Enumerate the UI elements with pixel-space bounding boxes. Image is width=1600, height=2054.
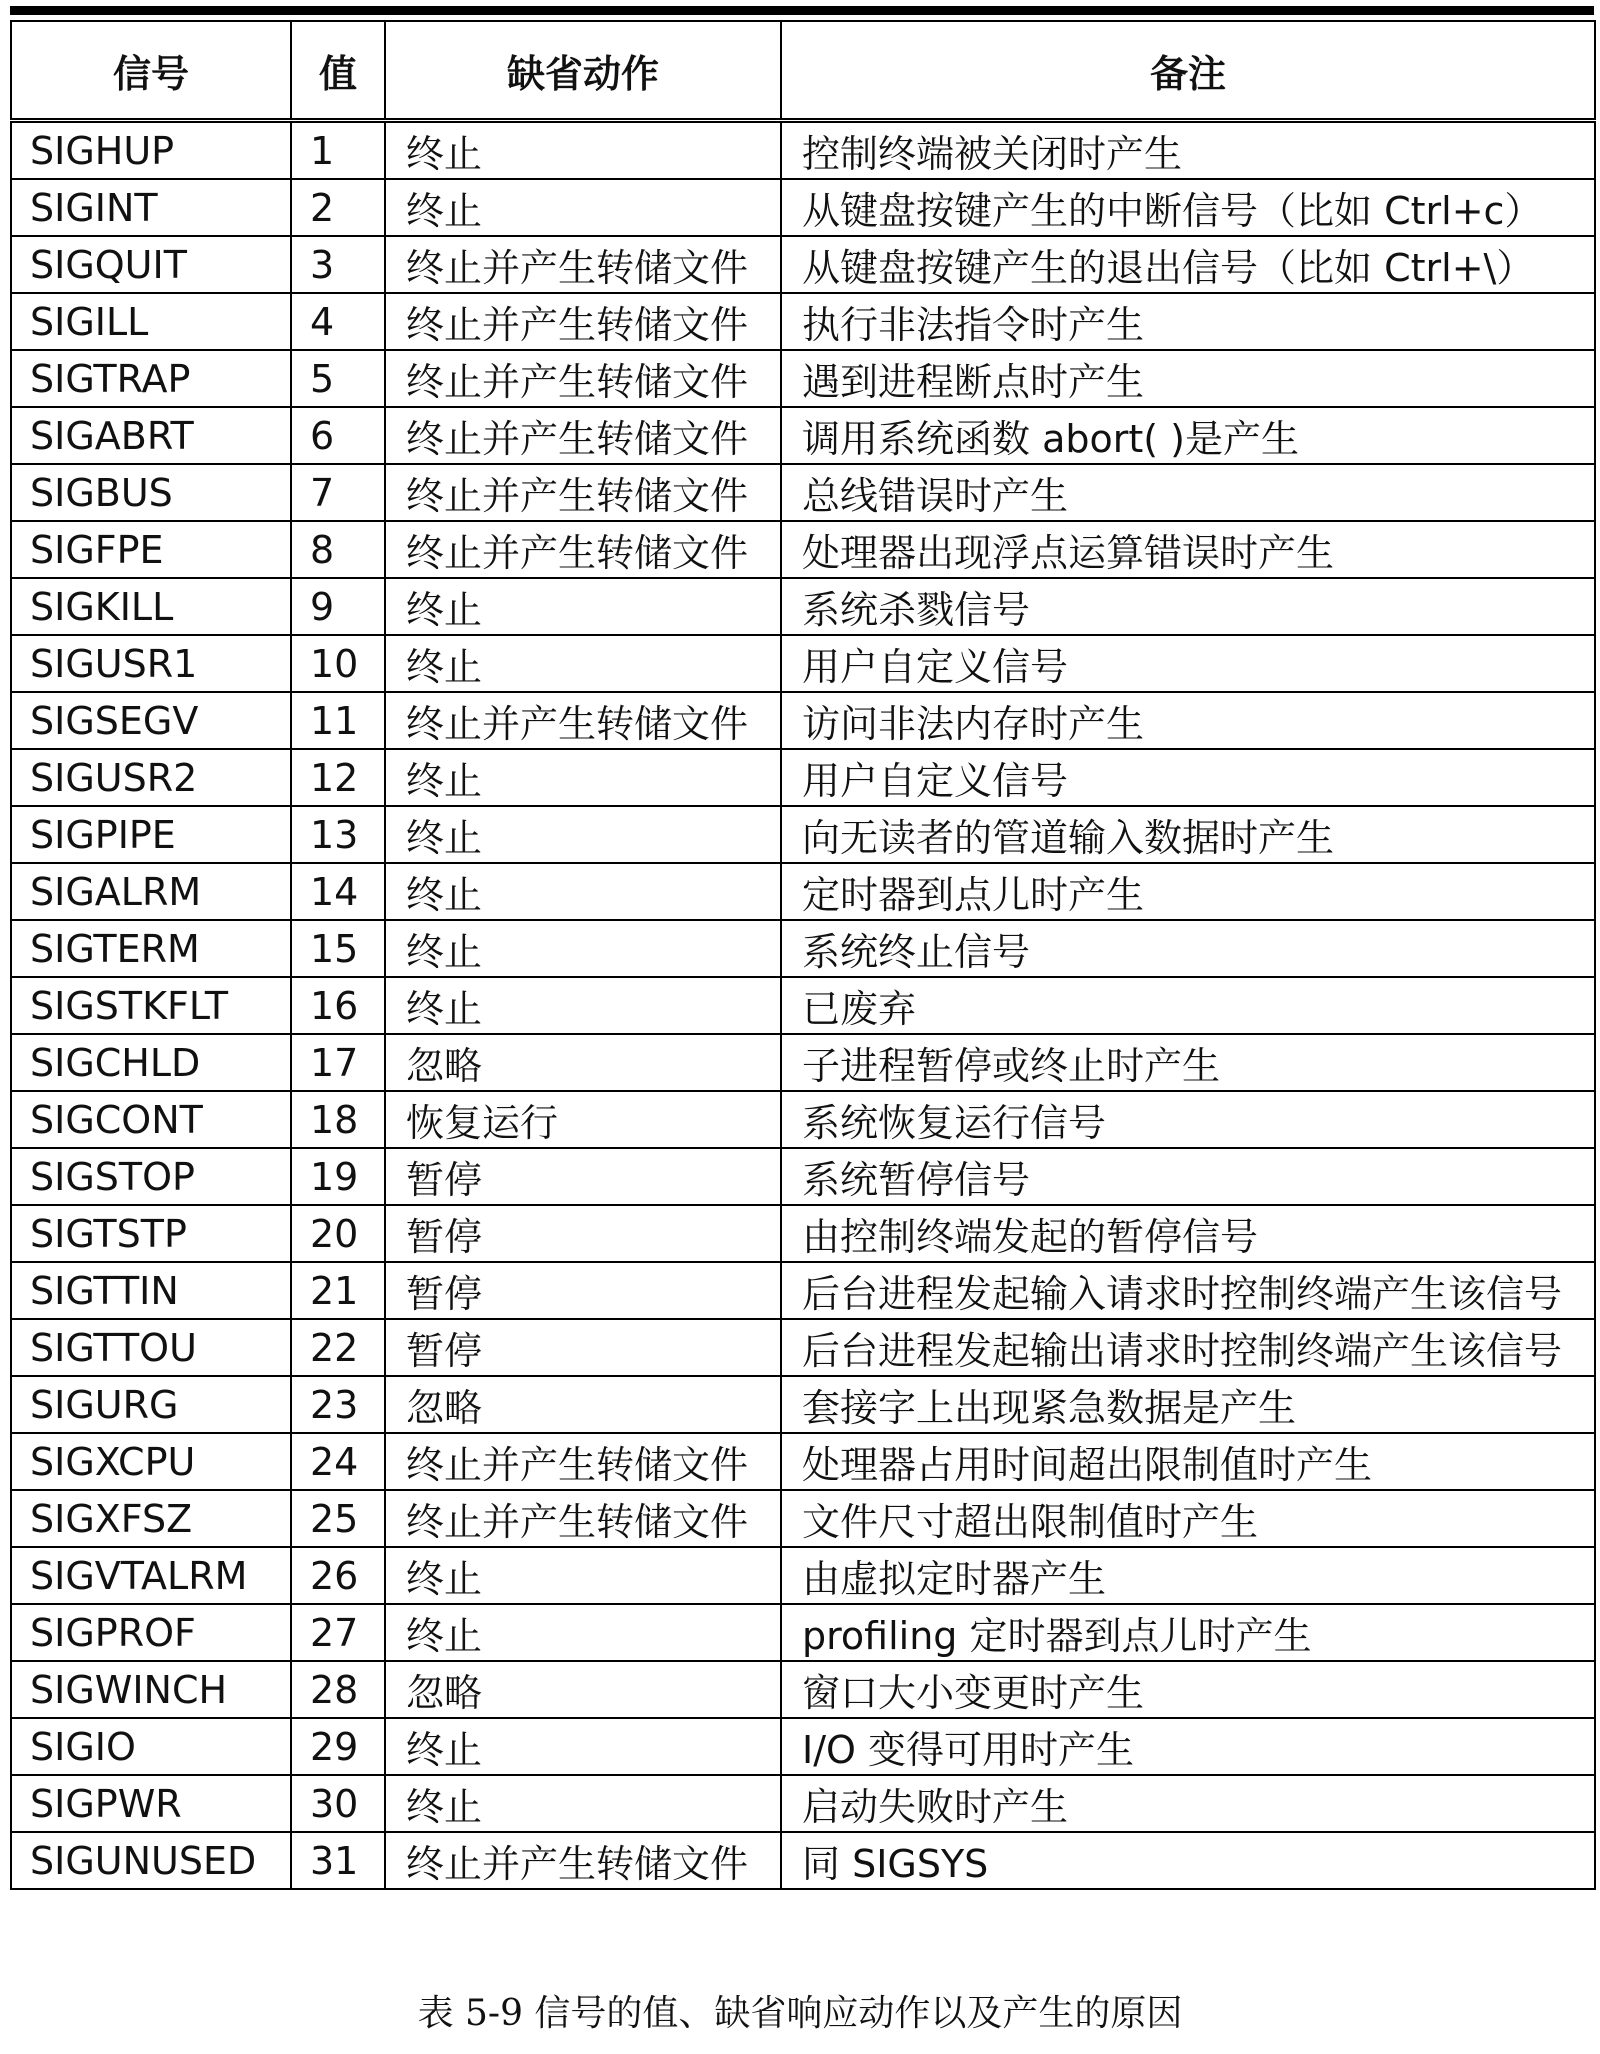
signal-value-cell: 26	[291, 1547, 385, 1604]
table-row	[11, 920, 1595, 977]
default-action-cell: 忽略	[385, 1376, 781, 1433]
signal-name-cell: SIGTTIN	[11, 1262, 291, 1319]
default-action-cell: 终止	[385, 806, 781, 863]
signal-name-cell: SIGINT	[11, 179, 291, 236]
default-action-cell: 终止	[385, 1604, 781, 1661]
default-action-cell: 暂停	[385, 1319, 781, 1376]
remark-cell: 向无读者的管道输入数据时产生	[781, 806, 1595, 863]
signal-value-cell: 28	[291, 1661, 385, 1718]
signal-name-cell: SIGSEGV	[11, 692, 291, 749]
default-action-cell: 忽略	[385, 1661, 781, 1718]
table-row	[11, 1775, 1595, 1832]
table-row	[11, 236, 1595, 293]
default-action-cell: 终止并产生转储文件	[385, 1832, 781, 1889]
header-signal: 信号	[11, 21, 291, 121]
signal-value-cell: 29	[291, 1718, 385, 1775]
signal-name-cell: SIGKILL	[11, 578, 291, 635]
table-row	[11, 806, 1595, 863]
remark-cell: 后台进程发起输出请求时控制终端产生该信号	[781, 1319, 1595, 1376]
signal-name-cell: SIGVTALRM	[11, 1547, 291, 1604]
remark-cell: 后台进程发起输入请求时控制终端产生该信号	[781, 1262, 1595, 1319]
remark-cell: 套接字上出现紧急数据是产生	[781, 1376, 1595, 1433]
default-action-cell: 暂停	[385, 1148, 781, 1205]
signal-value-cell: 12	[291, 749, 385, 806]
remark-cell: 子进程暂停或终止时产生	[781, 1034, 1595, 1091]
default-action-cell: 终止并产生转储文件	[385, 1433, 781, 1490]
remark-cell: 已废弃	[781, 977, 1595, 1034]
table-row	[11, 1205, 1595, 1262]
default-action-cell: 终止	[385, 121, 781, 180]
signal-value-cell: 15	[291, 920, 385, 977]
default-action-cell: 终止并产生转储文件	[385, 293, 781, 350]
remark-cell: 从键盘按键产生的中断信号（比如 Ctrl+c）	[781, 179, 1595, 236]
remark-cell: 用户自定义信号	[781, 749, 1595, 806]
table-row	[11, 293, 1595, 350]
default-action-cell: 终止	[385, 179, 781, 236]
table-row	[11, 407, 1595, 464]
signal-value-cell: 9	[291, 578, 385, 635]
signal-name-cell: SIGSTOP	[11, 1148, 291, 1205]
remark-cell: 定时器到点儿时产生	[781, 863, 1595, 920]
signal-value-cell: 21	[291, 1262, 385, 1319]
signal-name-cell: SIGSTKFLT	[11, 977, 291, 1034]
signal-value-cell: 14	[291, 863, 385, 920]
signal-name-cell: SIGPIPE	[11, 806, 291, 863]
default-action-cell: 终止并产生转储文件	[385, 350, 781, 407]
table-row	[11, 1262, 1595, 1319]
table-row	[11, 521, 1595, 578]
table-row	[11, 121, 1595, 180]
table-row	[11, 635, 1595, 692]
table-row	[11, 179, 1595, 236]
signal-name-cell: SIGBUS	[11, 464, 291, 521]
table-row	[11, 1148, 1595, 1205]
signal-name-cell: SIGWINCH	[11, 1661, 291, 1718]
signal-table	[10, 20, 1596, 1890]
signal-value-cell: 16	[291, 977, 385, 1034]
remark-cell: 用户自定义信号	[781, 635, 1595, 692]
signal-value-cell: 22	[291, 1319, 385, 1376]
remark-cell: 启动失败时产生	[781, 1775, 1595, 1832]
header-row	[11, 21, 1595, 121]
default-action-cell: 恢复运行	[385, 1091, 781, 1148]
table-row	[11, 749, 1595, 806]
table-row	[11, 692, 1595, 749]
table-caption: 表 5-9 信号的值、缺省响应动作以及产生的原因	[417, 1993, 1183, 2034]
default-action-cell: 终止	[385, 977, 781, 1034]
table-row	[11, 1832, 1595, 1889]
default-action-cell: 忽略	[385, 1034, 781, 1091]
remark-cell: 系统终止信号	[781, 920, 1595, 977]
header-default-action: 缺省动作	[385, 21, 781, 121]
header-remark: 备注	[781, 21, 1595, 121]
remark-cell: 由控制终端发起的暂停信号	[781, 1205, 1595, 1262]
default-action-cell: 终止	[385, 1775, 781, 1832]
signal-value-cell: 6	[291, 407, 385, 464]
default-action-cell: 终止	[385, 920, 781, 977]
default-action-cell: 终止并产生转储文件	[385, 521, 781, 578]
remark-cell: 总线错误时产生	[781, 464, 1595, 521]
signal-name-cell: SIGUNUSED	[11, 1832, 291, 1889]
top-rule	[10, 6, 1594, 15]
signal-name-cell: SIGFPE	[11, 521, 291, 578]
signal-name-cell: SIGTRAP	[11, 350, 291, 407]
default-action-cell: 暂停	[385, 1262, 781, 1319]
remark-cell: 窗口大小变更时产生	[781, 1661, 1595, 1718]
default-action-cell: 终止	[385, 635, 781, 692]
remark-cell: 系统杀戮信号	[781, 578, 1595, 635]
signal-value-cell: 5	[291, 350, 385, 407]
remark-cell: 由虚拟定时器产生	[781, 1547, 1595, 1604]
table-row	[11, 1034, 1595, 1091]
signal-value-cell: 7	[291, 464, 385, 521]
signal-value-cell: 27	[291, 1604, 385, 1661]
signal-table-container	[10, 20, 1594, 1890]
signal-value-cell: 11	[291, 692, 385, 749]
default-action-cell: 终止并产生转储文件	[385, 1490, 781, 1547]
signal-value-cell: 31	[291, 1832, 385, 1889]
signal-name-cell: SIGTERM	[11, 920, 291, 977]
remark-cell: 访问非法内存时产生	[781, 692, 1595, 749]
default-action-cell: 终止并产生转储文件	[385, 464, 781, 521]
signal-value-cell: 20	[291, 1205, 385, 1262]
signal-name-cell: SIGHUP	[11, 121, 291, 180]
remark-cell: 调用系统函数 abort( )是产生	[781, 407, 1595, 464]
remark-cell: 控制终端被关闭时产生	[781, 121, 1595, 180]
table-row	[11, 1490, 1595, 1547]
default-action-cell: 终止	[385, 1547, 781, 1604]
signal-value-cell: 3	[291, 236, 385, 293]
signal-name-cell: SIGABRT	[11, 407, 291, 464]
table-row	[11, 1604, 1595, 1661]
default-action-cell: 终止	[385, 578, 781, 635]
default-action-cell: 终止并产生转储文件	[385, 692, 781, 749]
table-header	[11, 21, 1595, 121]
signal-value-cell: 30	[291, 1775, 385, 1832]
signal-value-cell: 8	[291, 521, 385, 578]
signal-name-cell: SIGURG	[11, 1376, 291, 1433]
remark-cell: 处理器出现浮点运算错误时产生	[781, 521, 1595, 578]
signal-value-cell: 17	[291, 1034, 385, 1091]
table-body	[11, 121, 1595, 1890]
table-row	[11, 464, 1595, 521]
signal-name-cell: SIGTSTP	[11, 1205, 291, 1262]
table-row	[11, 1718, 1595, 1775]
signal-value-cell: 18	[291, 1091, 385, 1148]
signal-value-cell: 1	[291, 121, 385, 180]
signal-value-cell: 13	[291, 806, 385, 863]
signal-value-cell: 10	[291, 635, 385, 692]
table-row	[11, 863, 1595, 920]
remark-cell: 从键盘按键产生的退出信号（比如 Ctrl+\）	[781, 236, 1595, 293]
default-action-cell: 终止	[385, 1718, 781, 1775]
table-row	[11, 977, 1595, 1034]
signal-value-cell: 23	[291, 1376, 385, 1433]
table-row	[11, 1433, 1595, 1490]
signal-name-cell: SIGALRM	[11, 863, 291, 920]
table-row	[11, 350, 1595, 407]
signal-name-cell: SIGIO	[11, 1718, 291, 1775]
table-row	[11, 1091, 1595, 1148]
signal-value-cell: 2	[291, 179, 385, 236]
table-row	[11, 578, 1595, 635]
signal-name-cell: SIGXFSZ	[11, 1490, 291, 1547]
remark-cell: 系统暂停信号	[781, 1148, 1595, 1205]
default-action-cell: 终止并产生转储文件	[385, 236, 781, 293]
remark-cell: profiling 定时器到点儿时产生	[781, 1604, 1595, 1661]
table-row	[11, 1547, 1595, 1604]
remark-cell: 同 SIGSYS	[781, 1832, 1595, 1889]
remark-cell: 文件尺寸超出限制值时产生	[781, 1490, 1595, 1547]
remark-cell: 处理器占用时间超出限制值时产生	[781, 1433, 1595, 1490]
signal-value-cell: 4	[291, 293, 385, 350]
table-row	[11, 1376, 1595, 1433]
signal-name-cell: SIGPROF	[11, 1604, 291, 1661]
signal-value-cell: 19	[291, 1148, 385, 1205]
signal-name-cell: SIGTTOU	[11, 1319, 291, 1376]
signal-value-cell: 25	[291, 1490, 385, 1547]
signal-name-cell: SIGCHLD	[11, 1034, 291, 1091]
default-action-cell: 暂停	[385, 1205, 781, 1262]
table-row	[11, 1661, 1595, 1718]
signal-name-cell: SIGILL	[11, 293, 291, 350]
remark-cell: 执行非法指令时产生	[781, 293, 1595, 350]
signal-value-cell: 24	[291, 1433, 385, 1490]
signal-name-cell: SIGUSR1	[11, 635, 291, 692]
remark-cell: I/O 变得可用时产生	[781, 1718, 1595, 1775]
default-action-cell: 终止并产生转储文件	[385, 407, 781, 464]
remark-cell: 遇到进程断点时产生	[781, 350, 1595, 407]
default-action-cell: 终止	[385, 863, 781, 920]
signal-name-cell: SIGUSR2	[11, 749, 291, 806]
header-value: 值	[291, 21, 385, 121]
signal-name-cell: SIGQUIT	[11, 236, 291, 293]
remark-cell: 系统恢复运行信号	[781, 1091, 1595, 1148]
signal-name-cell: SIGPWR	[11, 1775, 291, 1832]
signal-name-cell: SIGCONT	[11, 1091, 291, 1148]
table-row	[11, 1319, 1595, 1376]
default-action-cell: 终止	[385, 749, 781, 806]
signal-name-cell: SIGXCPU	[11, 1433, 291, 1490]
